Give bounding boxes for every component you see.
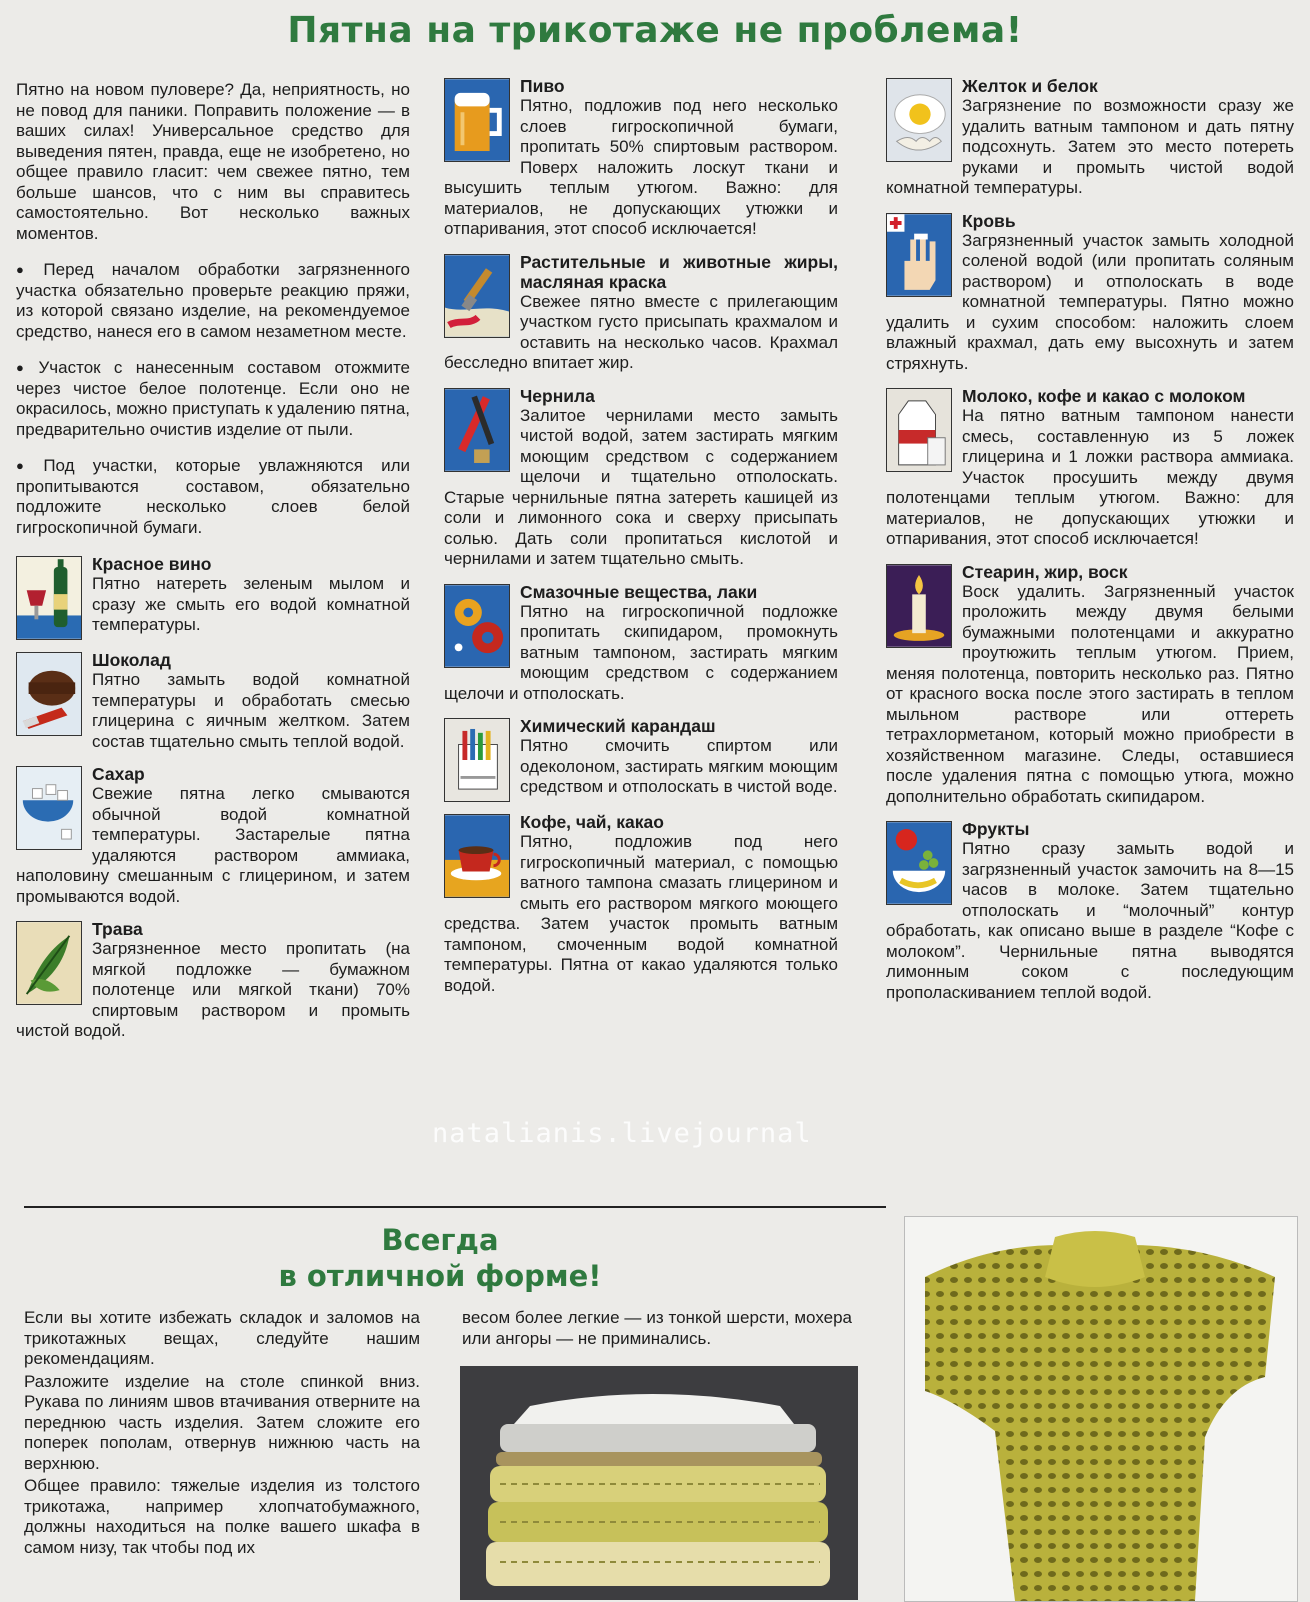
stain-entry: [444, 716, 838, 800]
knit-sweater-image: [905, 1217, 1297, 1601]
entry-title: Химический карандаш: [520, 716, 716, 736]
stain-entry: [444, 76, 838, 240]
entry-text: На пятно ватным тампоном нанести смесь, составленную из 5 ложек глицерина и 1 ложки раствора аммиака. Участок просушить между двумя полотенцами теплым утюгом. Важно: для материалов, не допускающих утюжки и отпаривания, этот способ исключается!: [886, 406, 1294, 548]
entry-text: Залитое чернилами место замыть чистой водой, затем застирать мягким моющим средством с содержанием щелочи и тщательно отполоскать. Старые чернильные пятна затереть кашицей из соли и лимонного сока и сверху присыпать солью. Дать соли пропитаться кислотой и чернилами и затем тщательно смыть.: [444, 405, 838, 568]
page-title: Пятна на трикотаже не проблема!: [287, 10, 1023, 51]
stain-entry: [16, 554, 410, 638]
entry-text: Пятно смочить спиртом или одеколоном, застирать мягким моющим средством и отполоскать в чистой воде.: [520, 736, 838, 796]
entry-title: Растительные и животные жиры, масляная краска: [520, 251, 838, 292]
gears-icon: [444, 584, 510, 668]
entry-title: Молоко, кофе и какао с молоком: [962, 386, 1246, 406]
section2-middle-text: весом более легкие — из тонкой шерсти, мохера или ангоры — не приминались.: [462, 1308, 852, 1348]
milk-carton-icon: [886, 388, 952, 472]
stain-entry: [16, 919, 410, 1042]
entry-text: Пятно натереть зеленым мылом и сразу же смыть его водой комнатной температуры.: [92, 574, 410, 634]
stain-entry: [886, 76, 1294, 199]
entry-text: Свежее пятно вместе с прилегающим участком густо присыпать крахмалом и оставить на несколько часов. Крахмал бесследно впитает жир.: [444, 291, 838, 372]
entry-text: Пятно, подложив под него гигроскопичный материал, с помощью ватного тампона смазать глицерином и смыть его раствором мягкого моющего средства. Затем участок промыть ватным тампоном, смоченным водой комнатной температуры. Пятна от какао удаляются только водой.: [444, 832, 838, 995]
bullet-item: ● Участок с нанесенным составом отожмите через чистое белое полотенце. Если оно не окрасилось, можно приступать к удалению пятна, предварительно очистив изделие от пыли.: [16, 358, 410, 440]
entry-title: Красное вино: [92, 554, 212, 574]
entry-title: Пиво: [520, 76, 565, 96]
stain-entry: [886, 562, 1294, 808]
column-left: [16, 80, 410, 1054]
folded-sweaters-image: [460, 1366, 858, 1600]
paint-brush-icon: [444, 254, 510, 338]
column-middle: [444, 76, 838, 1008]
bullet-item: ● Под участки, которые увлажняются или пропитываются составом, обязательно подложите несколько слоев белой гигроскопичной бумаги.: [16, 456, 410, 538]
entry-text: Загрязненный участок замыть холодной соленой водой (или пропитать соляным раствором) и отполоскать в воде комнатной температуры. Пятно можно удалить и сухим способом: наложить слоем влажный крахмал, дать ему высохнуть и затем стряхнуть.: [886, 230, 1294, 373]
entry-title: Желток и белок: [962, 76, 1098, 96]
knit-sweater-photo: [904, 1216, 1298, 1602]
fruit-bowl-icon: [886, 821, 952, 905]
stain-entry: [444, 252, 838, 374]
stain-entry: [886, 211, 1294, 375]
grass-leaf-icon: [16, 921, 82, 1005]
entry-title: Кровь: [962, 210, 1016, 231]
section-title-line1: Всегда: [381, 1223, 499, 1257]
entry-text: Пятно сразу замыть водой и загрязненный участок замочить на 8—15 часов в молоке. Затем тщательно отполоскать и “молочный” контур обработать, как описано выше в разделе “Кофе с молоком”. Чернильные пятна выводятся лимонным соком с последующим прополаскиванием теплой водой.: [886, 839, 1294, 1002]
coffee-cup-icon: [444, 814, 510, 898]
entry-text: Загрязненное место пропитать (на мягкой подложке — бумажном полотенце или мягкой ткани) 70% спиртовым раствором и промыть чистой водой.: [16, 939, 410, 1040]
egg-icon: [886, 78, 952, 162]
pen-ink-icon: [444, 388, 510, 472]
section-title-line2: в отличной форме!: [278, 1259, 602, 1293]
chocolate-cake-icon: [16, 652, 82, 736]
column-right: [886, 76, 1294, 1015]
section-divider: [24, 1206, 886, 1208]
section2-paragraph: Общее правило: тяжелые изделия из толстого трикотажа, например хлопчатобумажного, должны находиться на полке вашего шкафа в самом низу, так чтобы под их: [24, 1476, 420, 1557]
stain-entry: [444, 812, 838, 996]
section-title: [0, 1222, 880, 1294]
entry-title: Смазочные вещества, лаки: [520, 581, 758, 602]
wine-bottle-icon: [16, 556, 82, 640]
entry-text: Пятно замыть водой комнатной температуры и обработать смесью глицерина с яичным желтком. Затем состав тщательно смыть теплой водой.: [92, 670, 410, 751]
entry-title: Фрукты: [962, 819, 1030, 839]
stain-entry: [444, 582, 838, 705]
pencil-box-icon: [444, 718, 510, 802]
section2-paragraph: Разложите изделие на столе спинкой вниз. Рукава по линиям швов втачивания отверните на переднюю часть изделия. Затем сложите его поперек пополам, отвернув нижнюю часть на верхнюю.: [24, 1371, 420, 1473]
section2-paragraph: Если вы хотите избежать складок и заломов на трикотажных вещах, следуйте нашим рекомендациям.: [24, 1308, 420, 1368]
entry-title: Сахар: [92, 764, 145, 784]
entry-title: Стеарин, жир, воск: [962, 561, 1128, 582]
bandaged-hand-icon: [886, 213, 952, 297]
candle-icon: [886, 564, 952, 648]
entry-title: Кофе, чай, какао: [520, 812, 664, 832]
stain-entry: [886, 819, 1294, 1003]
folded-sweaters-photo: [460, 1366, 858, 1600]
entry-text: Загрязнение по возможности сразу же удалить ватным тампоном и дать пятну подсохнуть. Затем это место потереть руками и промыть чистой водой комнатной температуры.: [886, 96, 1294, 197]
entry-title: Трава: [92, 919, 143, 939]
entry-title: Чернила: [520, 385, 595, 406]
stain-entry: [444, 386, 838, 570]
entry-text: Воск удалить. Загрязненный участок проложить между двумя белыми бумажными полотенцами и аккуратно проутюжить теплым утюгом. Прием, меняя полотенца, повторить несколько раз. Пятно от красного воска после этого застирать в теплом мыльном растворе или оттереть тетрахлорметаном, который можно приобрести в хозяйственном магазине. Следы, оставшиеся после удаления пятна с помощью утюга, можно дополнительно обработать скипидаром.: [886, 581, 1294, 806]
entry-text: Свежие пятна легко смываются обычной водой комнатной температуры. Застарелые пятна удаляются раствором аммиака, наполовину смешанным с глицерином, и затем промываются водой.: [16, 784, 410, 906]
entry-text: Пятно, подложив под него несколько слоев гигроскопичной бумаги, пропитать 50% спиртовым раствором. Поверх наложить лоскут ткани и высушить теплым утюгом. Важно: для материалов, не допускающих утюжки и отпаривания, этот способ исключается!: [444, 96, 838, 238]
section2-left-text: [24, 1308, 420, 1558]
stain-entry: [16, 764, 410, 907]
stain-entry: [16, 650, 410, 752]
beer-mug-icon: [444, 78, 510, 162]
stain-entry: [886, 386, 1294, 550]
entry-title: Шоколад: [92, 650, 172, 670]
watermark: natalianis.livejournal: [432, 1118, 812, 1149]
sugar-bowl-icon: [16, 766, 82, 850]
bullet-item: ● Перед началом обработки загрязненного участка обязательно проверьте реакцию пряжи, из которой связано изделие, на рекомендуемое средство, нанеся его в самом незаметном месте.: [16, 260, 410, 342]
intro-paragraph: Пятно на новом пуловере? Да, неприятность, но не повод для паники. Поправить положение — в ваших силах! Универсальное средство для выведения пятен, правда, еще не изобретено, но общее правило гласит: чем свежее пятно, тем больше шансов, что с ним вы справитесь самостоятельно. Вот несколько важных моментов.: [16, 80, 410, 243]
entry-text: Пятно на гигроскопичной подложке пропитать скипидаром, промокнуть ватным тампоном, застирать мягким моющим средством с содержанием щелочи и отполоскать.: [444, 601, 838, 703]
